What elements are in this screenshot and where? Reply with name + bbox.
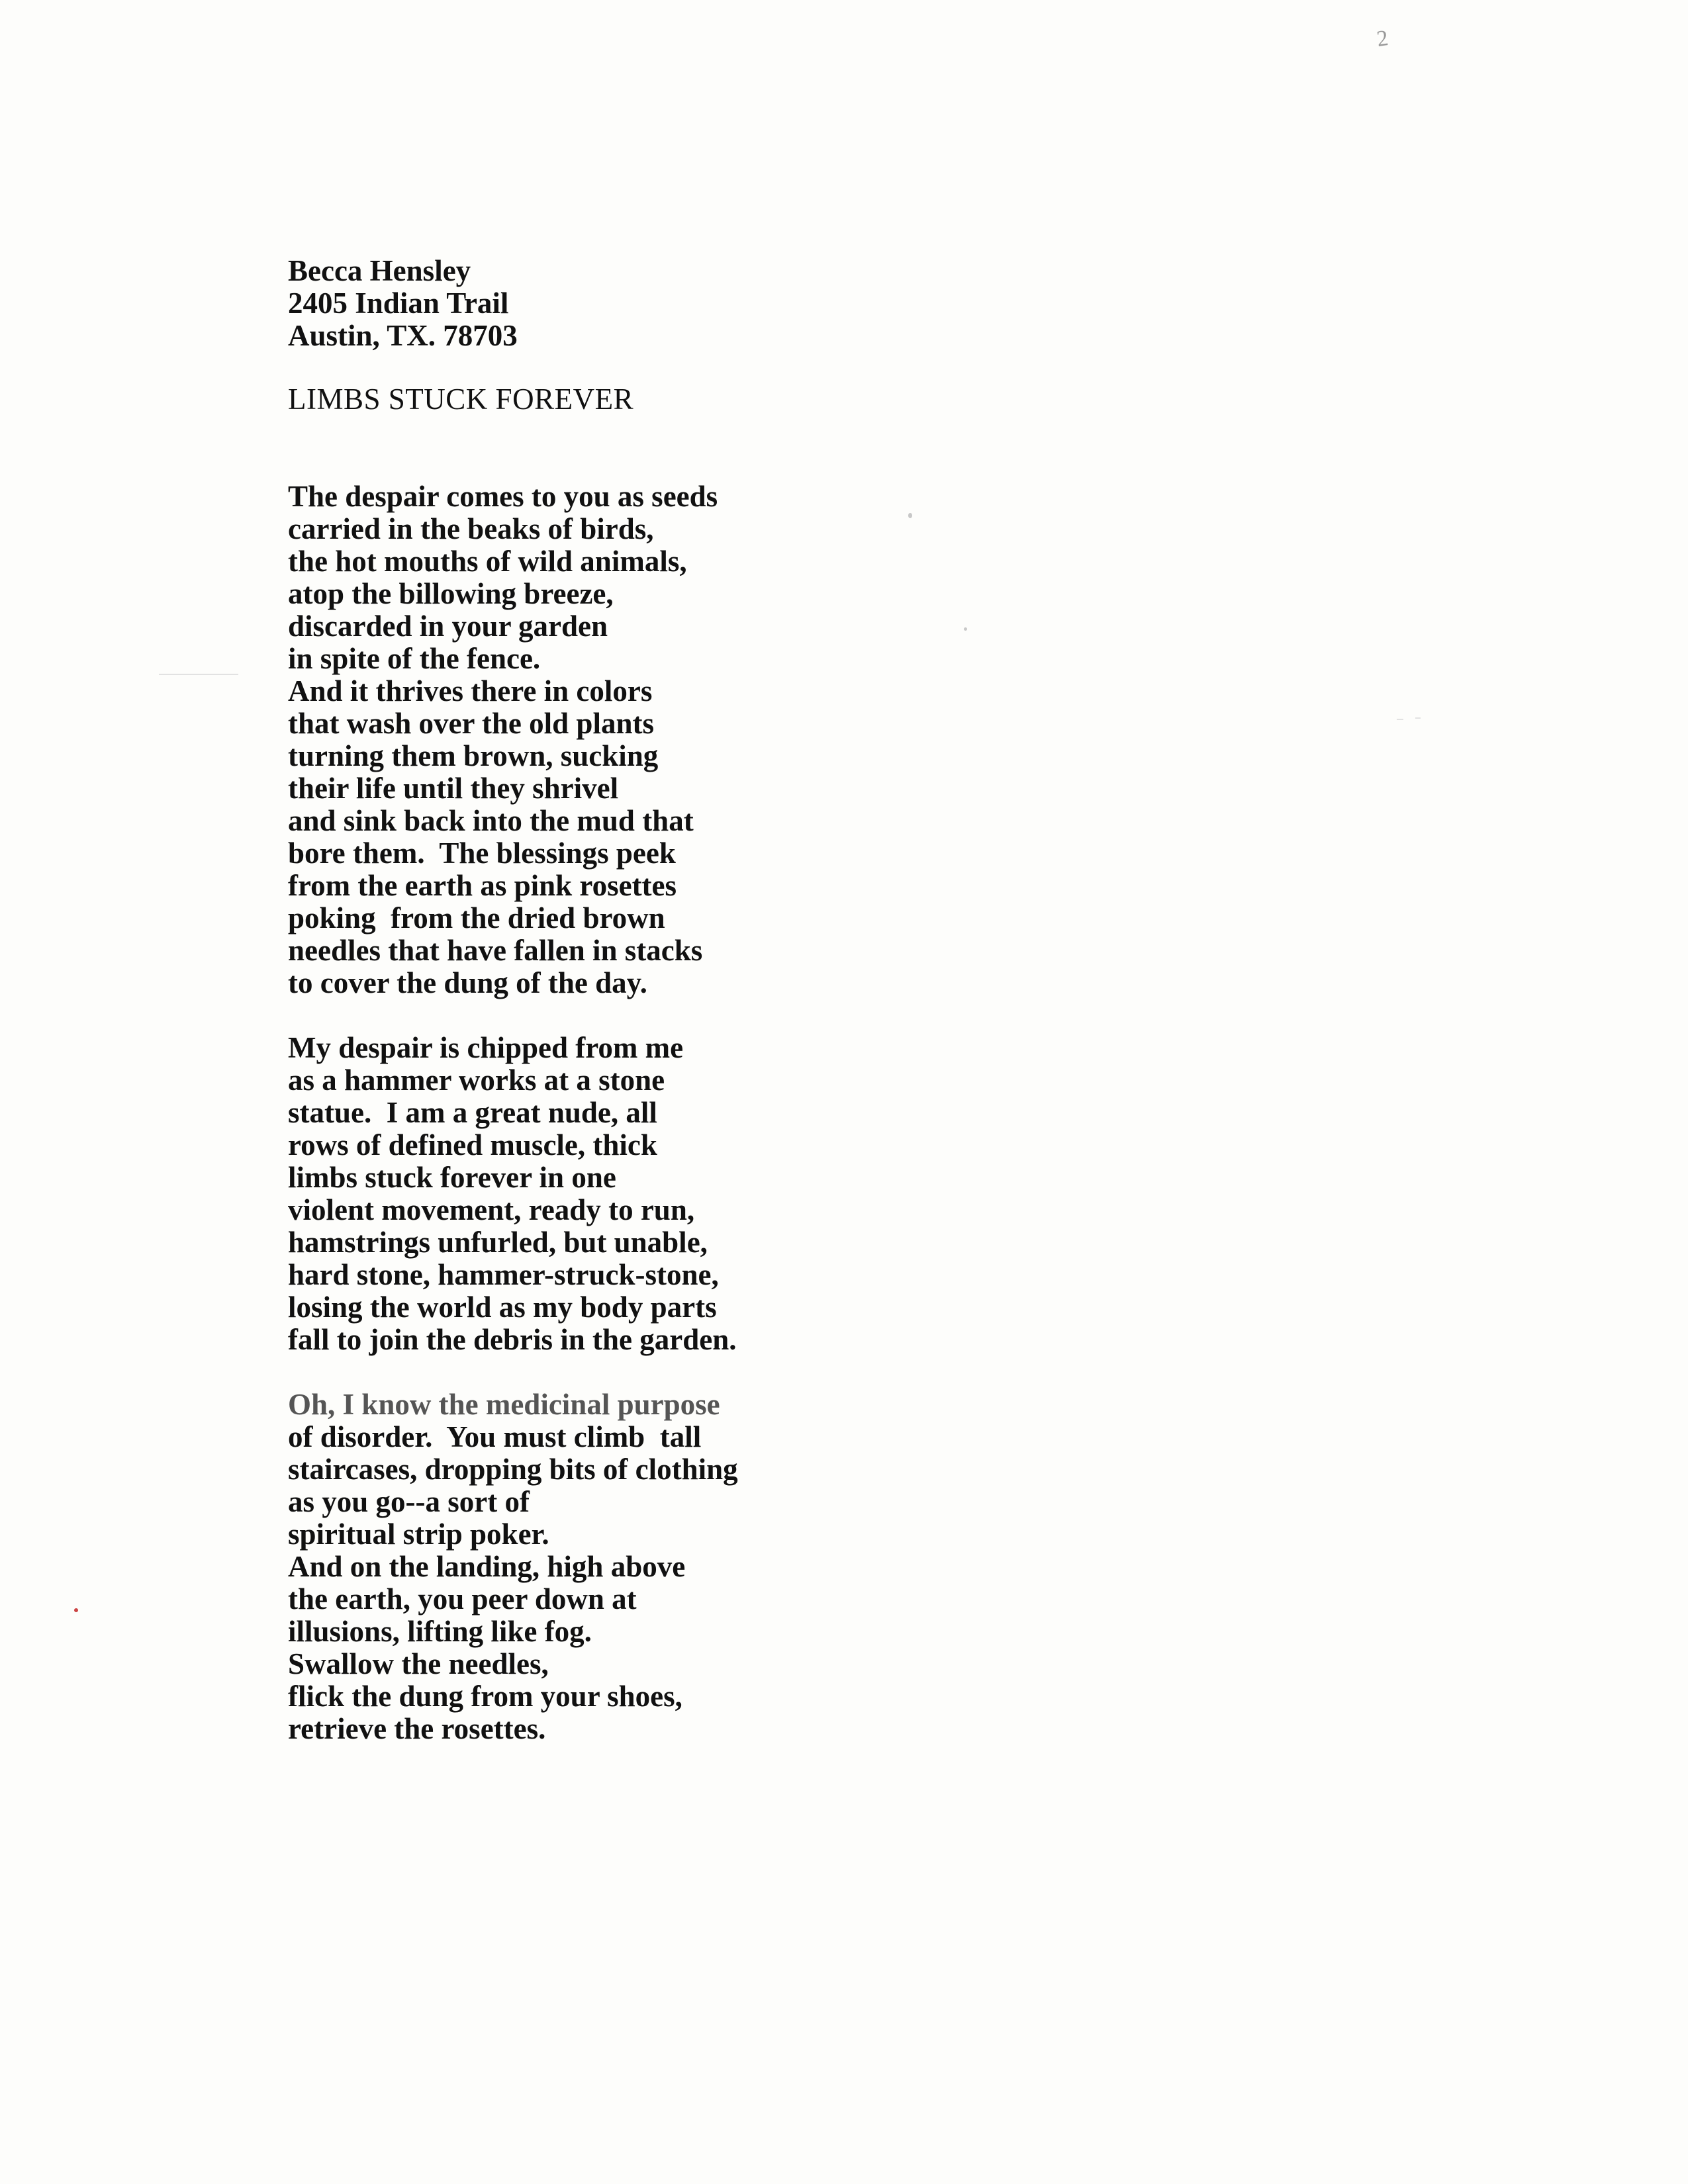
poem-line: from the earth as pink rosettes bbox=[288, 869, 677, 902]
handwritten-page-number: 2 bbox=[1375, 26, 1390, 52]
poem-line: Swallow the needles, bbox=[288, 1647, 549, 1680]
scan-dash bbox=[1397, 719, 1403, 720]
poem-line: staircases, dropping bits of clothing bbox=[288, 1453, 738, 1486]
scan-dash bbox=[159, 674, 238, 675]
poem-line: the hot mouths of wild animals, bbox=[288, 545, 687, 578]
poem-line: violent movement, ready to run, bbox=[288, 1193, 695, 1226]
poem-line: in spite of the fence. bbox=[288, 642, 541, 675]
poem-line: fall to join the debris in the garden. bbox=[288, 1323, 737, 1356]
scan-dash bbox=[1415, 717, 1421, 719]
stanza-2 bbox=[288, 1032, 1215, 1356]
document-body bbox=[288, 255, 1215, 1745]
poem-line: turning them brown, sucking bbox=[288, 739, 659, 772]
poem-line: to cover the dung of the day. bbox=[288, 966, 647, 999]
poem-line: And it thrives there in colors bbox=[288, 674, 653, 707]
poem-body bbox=[288, 480, 1215, 1745]
poem-line: retrieve the rosettes. bbox=[288, 1712, 546, 1745]
city-state-zip: Austin, TX. 78703 bbox=[288, 319, 518, 352]
author-address-block bbox=[288, 255, 1215, 352]
stanza-1 bbox=[288, 480, 1215, 999]
poem-line: hard stone, hammer-struck-stone, bbox=[288, 1258, 719, 1291]
street-address: 2405 Indian Trail bbox=[288, 287, 509, 320]
poem-line: needles that have fallen in stacks bbox=[288, 934, 703, 967]
poem-line: illusions, lifting like fog. bbox=[288, 1615, 592, 1648]
poem-line: flick the dung from your shoes, bbox=[288, 1680, 682, 1713]
poem-line: hamstrings unfurled, but unable, bbox=[288, 1226, 708, 1259]
poem-line: losing the world as my body parts bbox=[288, 1291, 717, 1324]
poem-line: as you go--a sort of bbox=[288, 1485, 530, 1518]
poem-line: of disorder. You must climb tall bbox=[288, 1420, 702, 1453]
poem-line: limbs stuck forever in one bbox=[288, 1161, 616, 1194]
poem-line: The despair comes to you as seeds bbox=[288, 480, 718, 513]
poem-line: rows of defined muscle, thick bbox=[288, 1128, 657, 1161]
poem-line: poking from the dried brown bbox=[288, 901, 665, 934]
poem-line: their life until they shrivel bbox=[288, 772, 619, 805]
poem-line: that wash over the old plants bbox=[288, 707, 654, 740]
poem-line: carried in the beaks of birds, bbox=[288, 512, 654, 545]
author-name: Becca Hensley bbox=[288, 254, 471, 287]
poem-title: LIMBS STUCK FOREVER bbox=[288, 383, 634, 416]
poem-line: Oh, I know the medicinal purpose bbox=[288, 1388, 720, 1421]
poem-line: statue. I am a great nude, all bbox=[288, 1096, 657, 1129]
scan-speck bbox=[74, 1608, 78, 1612]
poem-line: And on the landing, high above bbox=[288, 1550, 686, 1583]
poem-line: atop the billowing breeze, bbox=[288, 577, 614, 610]
poem-line: discarded in your garden bbox=[288, 610, 608, 643]
poem-line: My despair is chipped from me bbox=[288, 1031, 684, 1064]
poem-line: as a hammer works at a stone bbox=[288, 1064, 665, 1097]
poem-line: the earth, you peer down at bbox=[288, 1582, 637, 1615]
poem-line: spiritual strip poker. bbox=[288, 1518, 549, 1551]
poem-line: bore them. The blessings peek bbox=[288, 837, 676, 870]
stanza-3 bbox=[288, 1388, 1215, 1745]
poem-line: and sink back into the mud that bbox=[288, 804, 694, 837]
